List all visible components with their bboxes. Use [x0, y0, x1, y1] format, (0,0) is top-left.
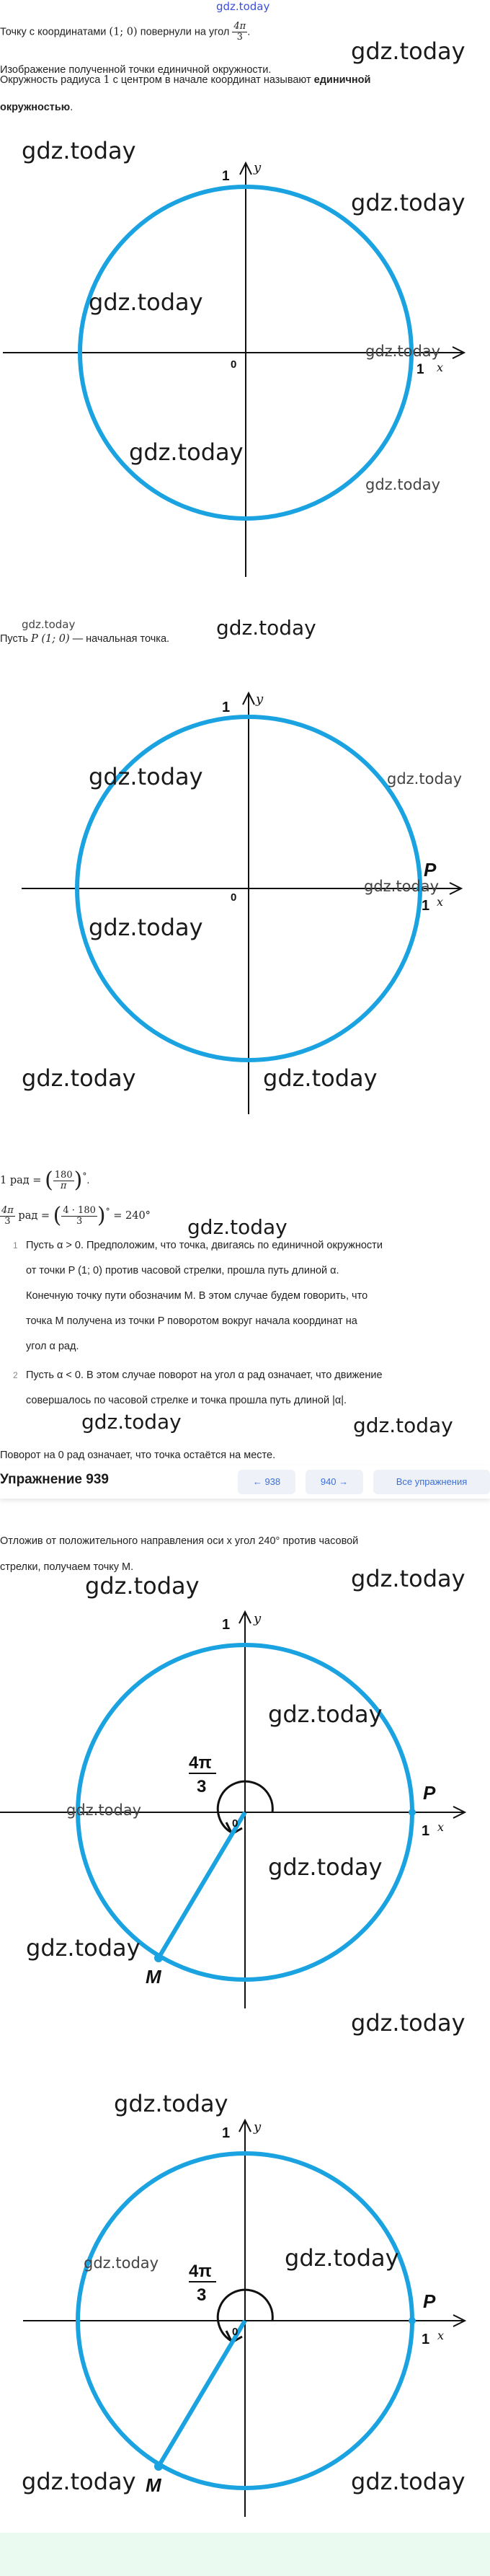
- watermark: gdz.today: [351, 1565, 466, 1592]
- intro-line-3: Окружность радиуса 1 с центром в начале координат называют единичной: [0, 74, 371, 86]
- point-p-label: P: [423, 1782, 436, 1804]
- origin-label: 0: [231, 358, 237, 371]
- watermark: gdz.today: [387, 770, 463, 788]
- task-line-2: стрелки, получаем точку M.: [0, 1561, 134, 1573]
- prev-exercise-button[interactable]: ← 938: [238, 1470, 295, 1494]
- watermark: gdz.today: [364, 878, 440, 895]
- origin-label: 0: [232, 1817, 239, 1830]
- rotation-figure-4: [0, 2099, 490, 2517]
- list-marker: 1: [13, 1240, 18, 1250]
- list-item-1-line-1: Пусть α > 0. Предположим, что точка, двигаясь по единичной окружности: [26, 1240, 383, 1251]
- watermark: gdz.today: [351, 2009, 466, 2037]
- watermark: gdz.today: [285, 2244, 399, 2272]
- watermark: gdz.today: [216, 616, 316, 640]
- angle-fraction: $\frac{4\pi}{3}$: [233, 21, 246, 43]
- watermark: gdz.today: [351, 189, 466, 216]
- zero-rotation-text: Поворот на 0 рад означает, что точка остаётся на месте.: [0, 1450, 276, 1461]
- watermark: gdz.today: [187, 1215, 288, 1239]
- watermark: gdz.today: [268, 1853, 383, 1881]
- axis-label-one-x: 1: [422, 2332, 430, 2347]
- list-item-2-line-2: совершалось по часовой стрелке и точка прошла путь длиной |α|.: [26, 1395, 347, 1406]
- axis-label-one-y: 1: [222, 1617, 231, 1633]
- list-marker: 2: [13, 1370, 18, 1380]
- watermark: gdz.today: [351, 38, 466, 65]
- axis-label-x: x: [437, 361, 444, 374]
- point-p-label: P: [424, 859, 437, 881]
- start-point-text: Пусть P (1; 0) — начальная точка.: [0, 633, 170, 645]
- intro-line-4: окружностью.: [0, 102, 74, 113]
- axis-label-y: y: [254, 1611, 262, 1626]
- next-exercise-button[interactable]: 940 →: [306, 1470, 363, 1494]
- axis-label-one-y: 1: [222, 700, 231, 715]
- task-line-1: Отложив от положительного направления оси x угол 240° против часовой: [0, 1535, 359, 1547]
- all-exercises-button[interactable]: Все упражнения: [373, 1470, 490, 1494]
- watermark: gdz.today: [129, 438, 244, 466]
- site-logo[interactable]: gdz.today: [216, 0, 270, 13]
- watermark: gdz.today: [89, 288, 203, 316]
- watermark: gdz.today: [365, 343, 441, 360]
- angle-label-den: 3: [197, 1777, 207, 1796]
- list-item-2-line-1: Пусть α < 0. В этом случае поворот на угол α рад означает, что движение: [26, 1369, 383, 1381]
- radian-line-2: $\frac{4\pi}{3}$ рад = ( $\frac{4 \cdot 180}{3}$ )° = 240°: [1, 1203, 151, 1228]
- origin-label: 0: [231, 891, 237, 904]
- exercise-bar: [0, 1465, 490, 1499]
- list-item-1-line-2: от точки P (1; 0) против часовой стрелки, прошла путь длиной α.: [26, 1265, 339, 1276]
- watermark: gdz.today: [89, 763, 203, 790]
- axis-label-x: x: [437, 1820, 445, 1834]
- point-p-label: P: [423, 2290, 436, 2312]
- list-item-1-line-3: Конечную точку пути обозначим M. В этом случае будем говорить, что: [26, 1290, 368, 1302]
- angle-label-num: 4π: [189, 2262, 212, 2281]
- watermark: gdz.today: [22, 2468, 136, 2495]
- axis-label-one-x: 1: [422, 1823, 430, 1839]
- radian-line-1: 1 рад = ( $\frac{180}{\pi}$ )°.: [0, 1168, 90, 1193]
- watermark: gdz.today: [353, 1413, 453, 1437]
- axis-label-one-x: 1: [422, 898, 430, 914]
- watermark: gdz.today: [26, 1934, 141, 1962]
- axis-label-y: y: [254, 160, 262, 175]
- point-m-label: M: [146, 2474, 161, 2496]
- axis-label-y: y: [254, 2120, 262, 2135]
- axis-label-x: x: [437, 2329, 445, 2342]
- angle-label-den: 3: [197, 2285, 207, 2305]
- exercise-title: Упражнение 939: [0, 1472, 109, 1487]
- watermark: gdz.today: [85, 1572, 200, 1600]
- intro-line-1: Точку с координатами (1; 0) повернули на угол $\frac{4\pi}{3}$ .: [0, 21, 251, 43]
- watermark: gdz.today: [114, 2090, 228, 2117]
- watermark: gdz.today: [351, 2468, 466, 2495]
- angle-label-num: 4π: [189, 1753, 212, 1773]
- list-item-1-line-4: точка M получена из точки P поворотом вокруг начала координат на: [26, 1315, 357, 1327]
- list-item-1-line-5: угол α рад.: [26, 1341, 79, 1352]
- axis-label-one-x: 1: [416, 362, 424, 377]
- watermark: gdz.today: [365, 476, 441, 493]
- axis-label-y: y: [256, 692, 264, 707]
- watermark: gdz.today: [268, 1701, 383, 1728]
- watermark: gdz.today: [81, 1410, 182, 1434]
- watermark: gdz.today: [84, 2254, 159, 2272]
- axis-label-one-y: 1: [222, 169, 230, 184]
- intro-line-2: Изображение полученной точки единичной окружности.: [0, 64, 272, 76]
- point-m-label: M: [146, 1966, 161, 1988]
- origin-label: 0: [232, 2326, 239, 2338]
- axis-label-one-y: 1: [222, 2125, 231, 2141]
- watermark: gdz.today: [22, 137, 136, 164]
- watermark: gdz.today: [66, 1801, 142, 1819]
- watermark: gdz.today: [22, 1064, 136, 1092]
- watermark: gdz.today: [22, 618, 76, 631]
- watermark: gdz.today: [89, 914, 203, 941]
- axis-label-x: x: [437, 895, 444, 909]
- watermark: gdz.today: [263, 1064, 378, 1092]
- bottom-banner: [0, 2533, 490, 2576]
